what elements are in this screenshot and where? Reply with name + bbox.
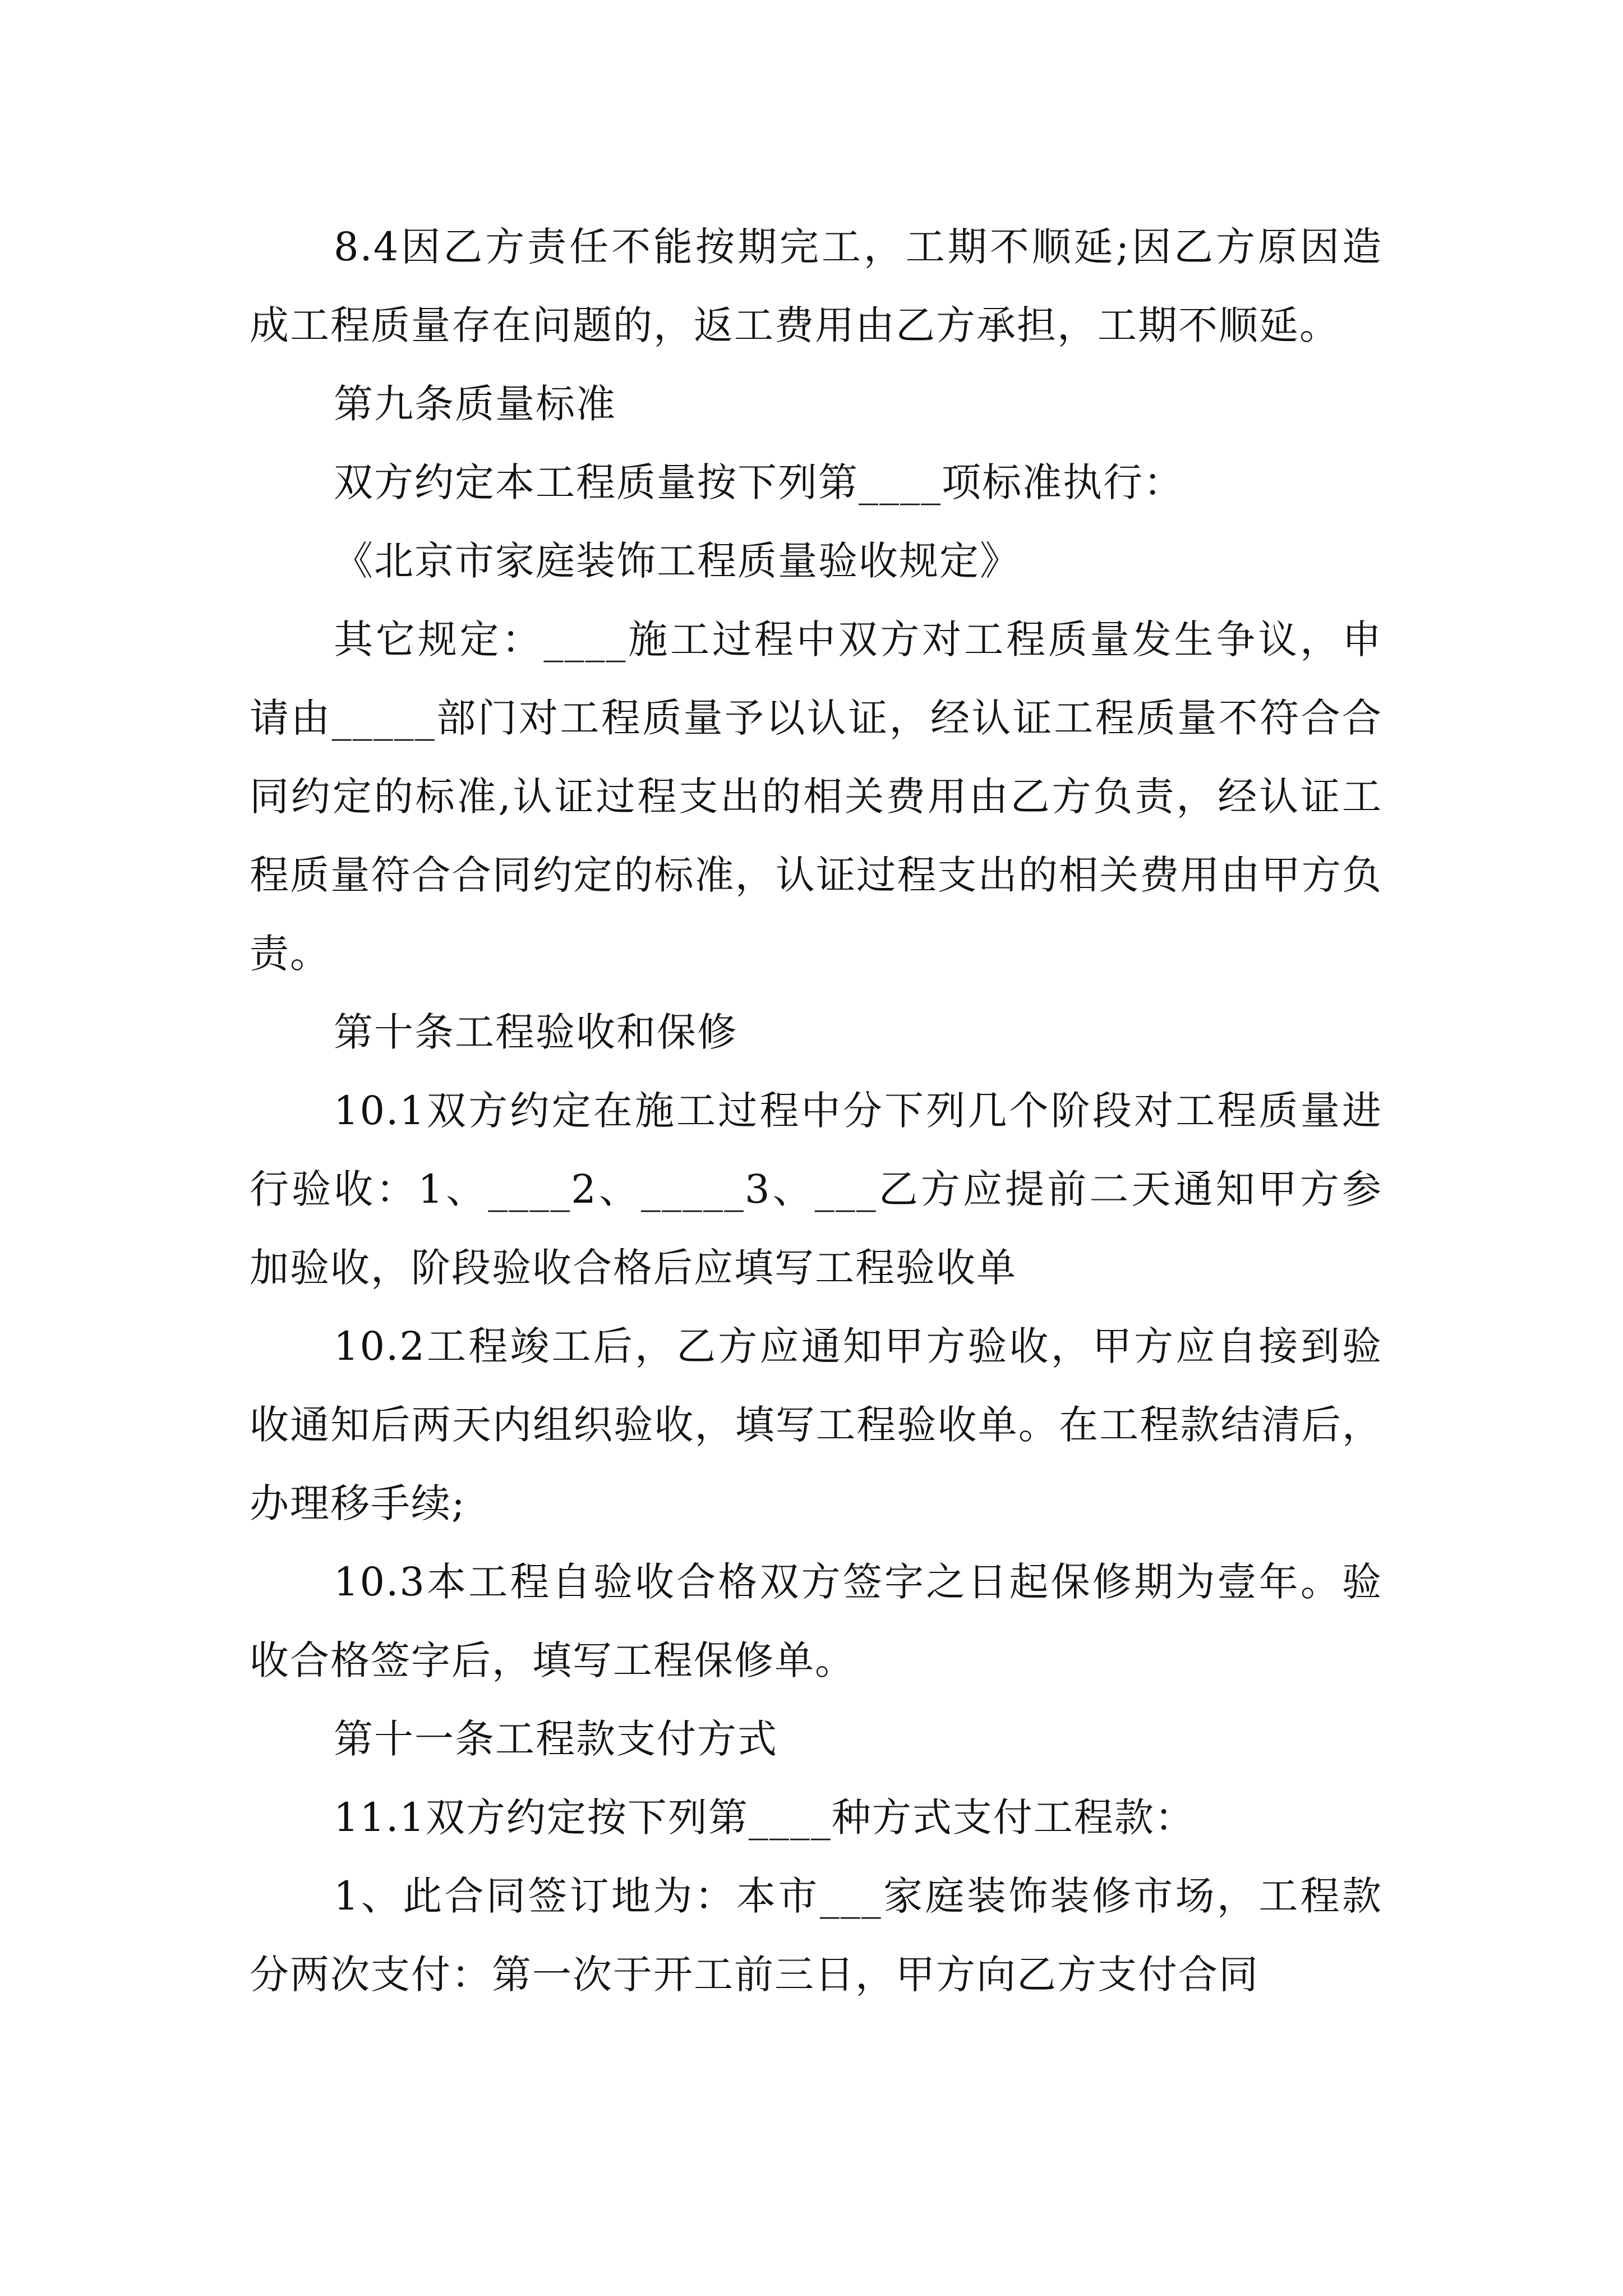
quality-standard-paragraph: 双方约定本工程质量按下列第____项标准执行：: [334, 459, 1184, 505]
article-9-heading: 第九条质量标准: [334, 381, 616, 427]
article-11-heading: 第十一条工程款支付方式: [334, 1716, 778, 1762]
clause-10-2-paragraph: 10.2工程竣工后，乙方应通知甲方验收，甲方应自接到验收通知后两天内组织验收，填写工程验收单。在工程款结清后，办理移手续;: [250, 1323, 1382, 1526]
clause-10-3-paragraph: 10.3本工程自验收合格双方签字之日起保修期为壹年。验收合格签字后，填写工程保修单。: [250, 1559, 1382, 1683]
beijing-regulation-paragraph: 《北京市家庭装饰工程质量验收规定》: [334, 538, 1020, 584]
clause-8-4-paragraph: 8.4因乙方责任不能按期完工，工期不顺延;因乙方原因造成工程质量存在问题的，返工费用由乙方承担，工期不顺延。: [250, 224, 1382, 348]
document-body: [250, 208, 1382, 2014]
clause-10-1-paragraph: 10.1双方约定在施工过程中分下列几个阶段对工程质量进行验收：1、____2、_____3、___乙方应提前二天通知甲方参加验收，阶段验收合格后应填写工程验收单: [250, 1088, 1382, 1291]
clause-11-1-paragraph: 11.1双方约定按下列第____种方式支付工程款：: [334, 1795, 1195, 1841]
article-10-heading: 第十条工程验收和保修: [334, 1009, 737, 1055]
other-provisions-paragraph: 其它规定：____施工过程中双方对工程质量发生争议，申请由_____部门对工程质量予以认证，经认证工程质量不符合合同约定的标准,认证过程支出的相关费用由乙方负责，经认证工程质量符合合同约定的标准，认证过程支出的相关费用由甲方负责。: [250, 616, 1382, 977]
payment-method-1-paragraph: 1、此合同签订地为：本市___家庭装饰装修市场，工程款分两次支付：第一次于开工前三日，甲方向乙方支付合同: [250, 1873, 1382, 1998]
